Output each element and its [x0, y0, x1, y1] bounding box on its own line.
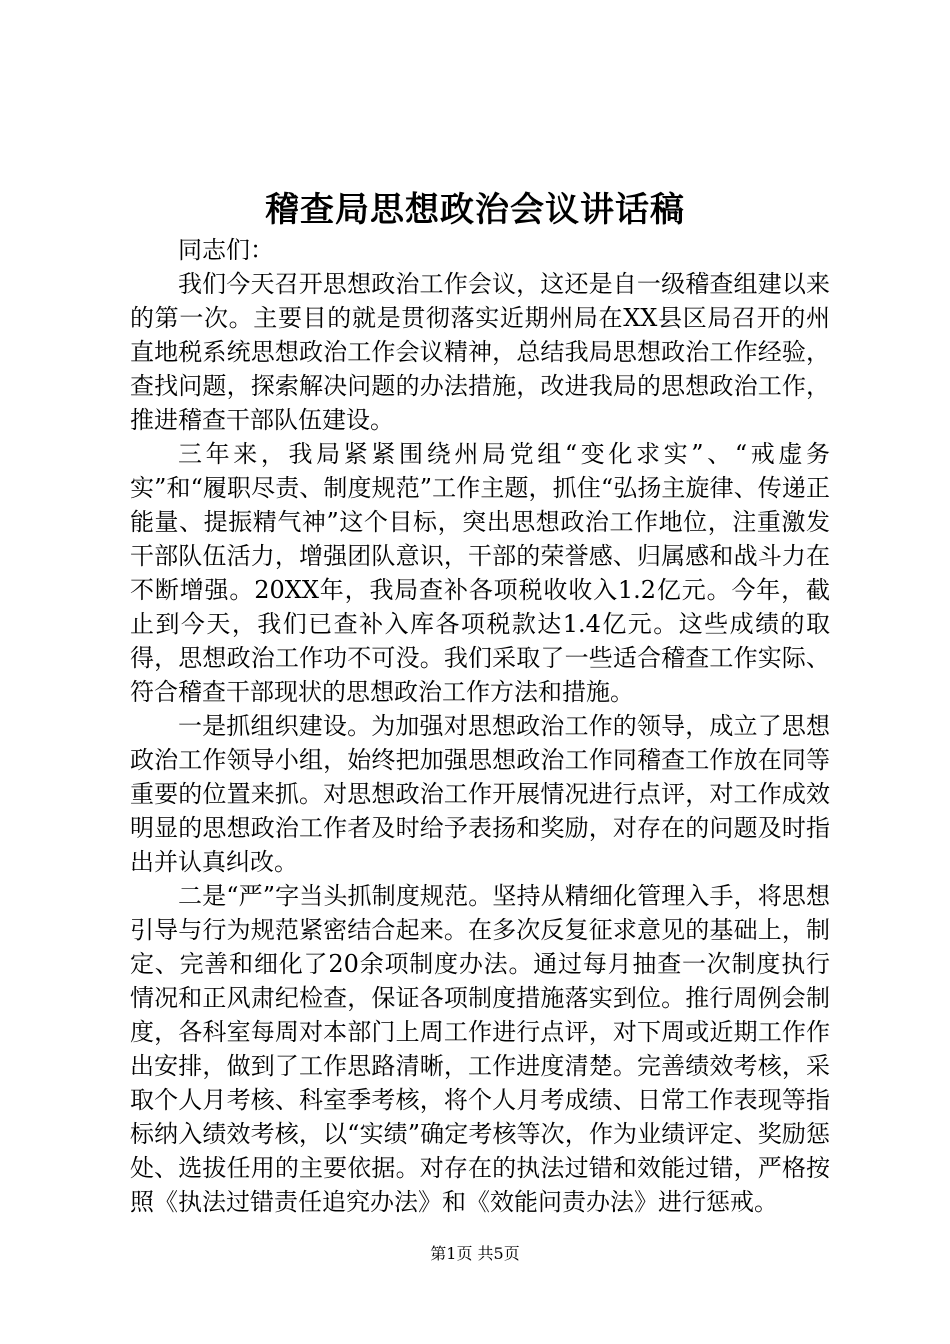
page-number-footer: 第1页 共5页: [430, 1244, 520, 1263]
document-body: [130, 233, 830, 1219]
paragraph-organization: 一是抓组织建设。为加强对思想政治工作的领导，成立了思想政治工作领导小组，始终把加强思想政治工作同稽查工作放在同等重要的位置来抓。对思想政治工作开展情况进行点评，对工作成效明显的思想政治工作者及时给予表扬和奖励，对存在的问题及时指出并认真纠改。: [130, 712, 830, 876]
paragraph-achievements: 三年来，我局紧紧围绕州局党组“变化求实”、“戒虚务实”和“履职尽责、制度规范”工作主题，抓住“弘扬主旋律、传递正能量、提振精气神”这个目标，突出思想政治工作地位，注重激发干部队伍活力，增强团队意识，干部的荣誉感、归属感和战斗力在不断增强。20XX年，我局查补各项税收收入1.2亿元。今年，截止到今天，我们已查补入库各项税款达1.4亿元。这些成绩的取得，思想政治工作功不可没。我们采取了一些适合稽查工作实际、符合稽查干部现状的思想政治工作方法和措施。: [130, 440, 830, 706]
document-title: 稽查局思想政治会议讲话稿: [265, 190, 685, 230]
paragraph-intro: 我们今天召开思想政治工作会议，这还是自一级稽查组建以来的第一次。主要目的就是贯彻落实近期州局在XX县区局召开的州直地税系统思想政治工作会议精神，总结我局思想政治工作经验，查找问题，探索解决问题的办法措施，改进我局的思想政治工作，推进稽查干部队伍建设。: [130, 270, 830, 434]
salutation: 同志们：: [178, 236, 274, 264]
paragraph-regulation: 二是“严”字当头抓制度规范。坚持从精细化管理入手，将思想引导与行为规范紧密结合起来。在多次反复征求意见的基础上，制定、完善和细化了20余项制度办法。通过每月抽查一次制度执行情况和正风肃纪检查，保证各项制度措施落实到位。推行周例会制度，各科室每周对本部门上周工作进行点评，对下周或近期工作作出安排，做到了工作思路清晰，工作进度清楚。完善绩效考核，采取个人月考核、科室季考核，将个人月考成绩、日常工作表现等指标纳入绩效考核，以“实绩”确定考核等次，作为业绩评定、奖励惩处、选拔任用的主要依据。对存在的执法过错和效能过错，严格按照《执法过错责任追究办法》和《效能问责办法》进行惩戒。: [130, 882, 830, 1216]
